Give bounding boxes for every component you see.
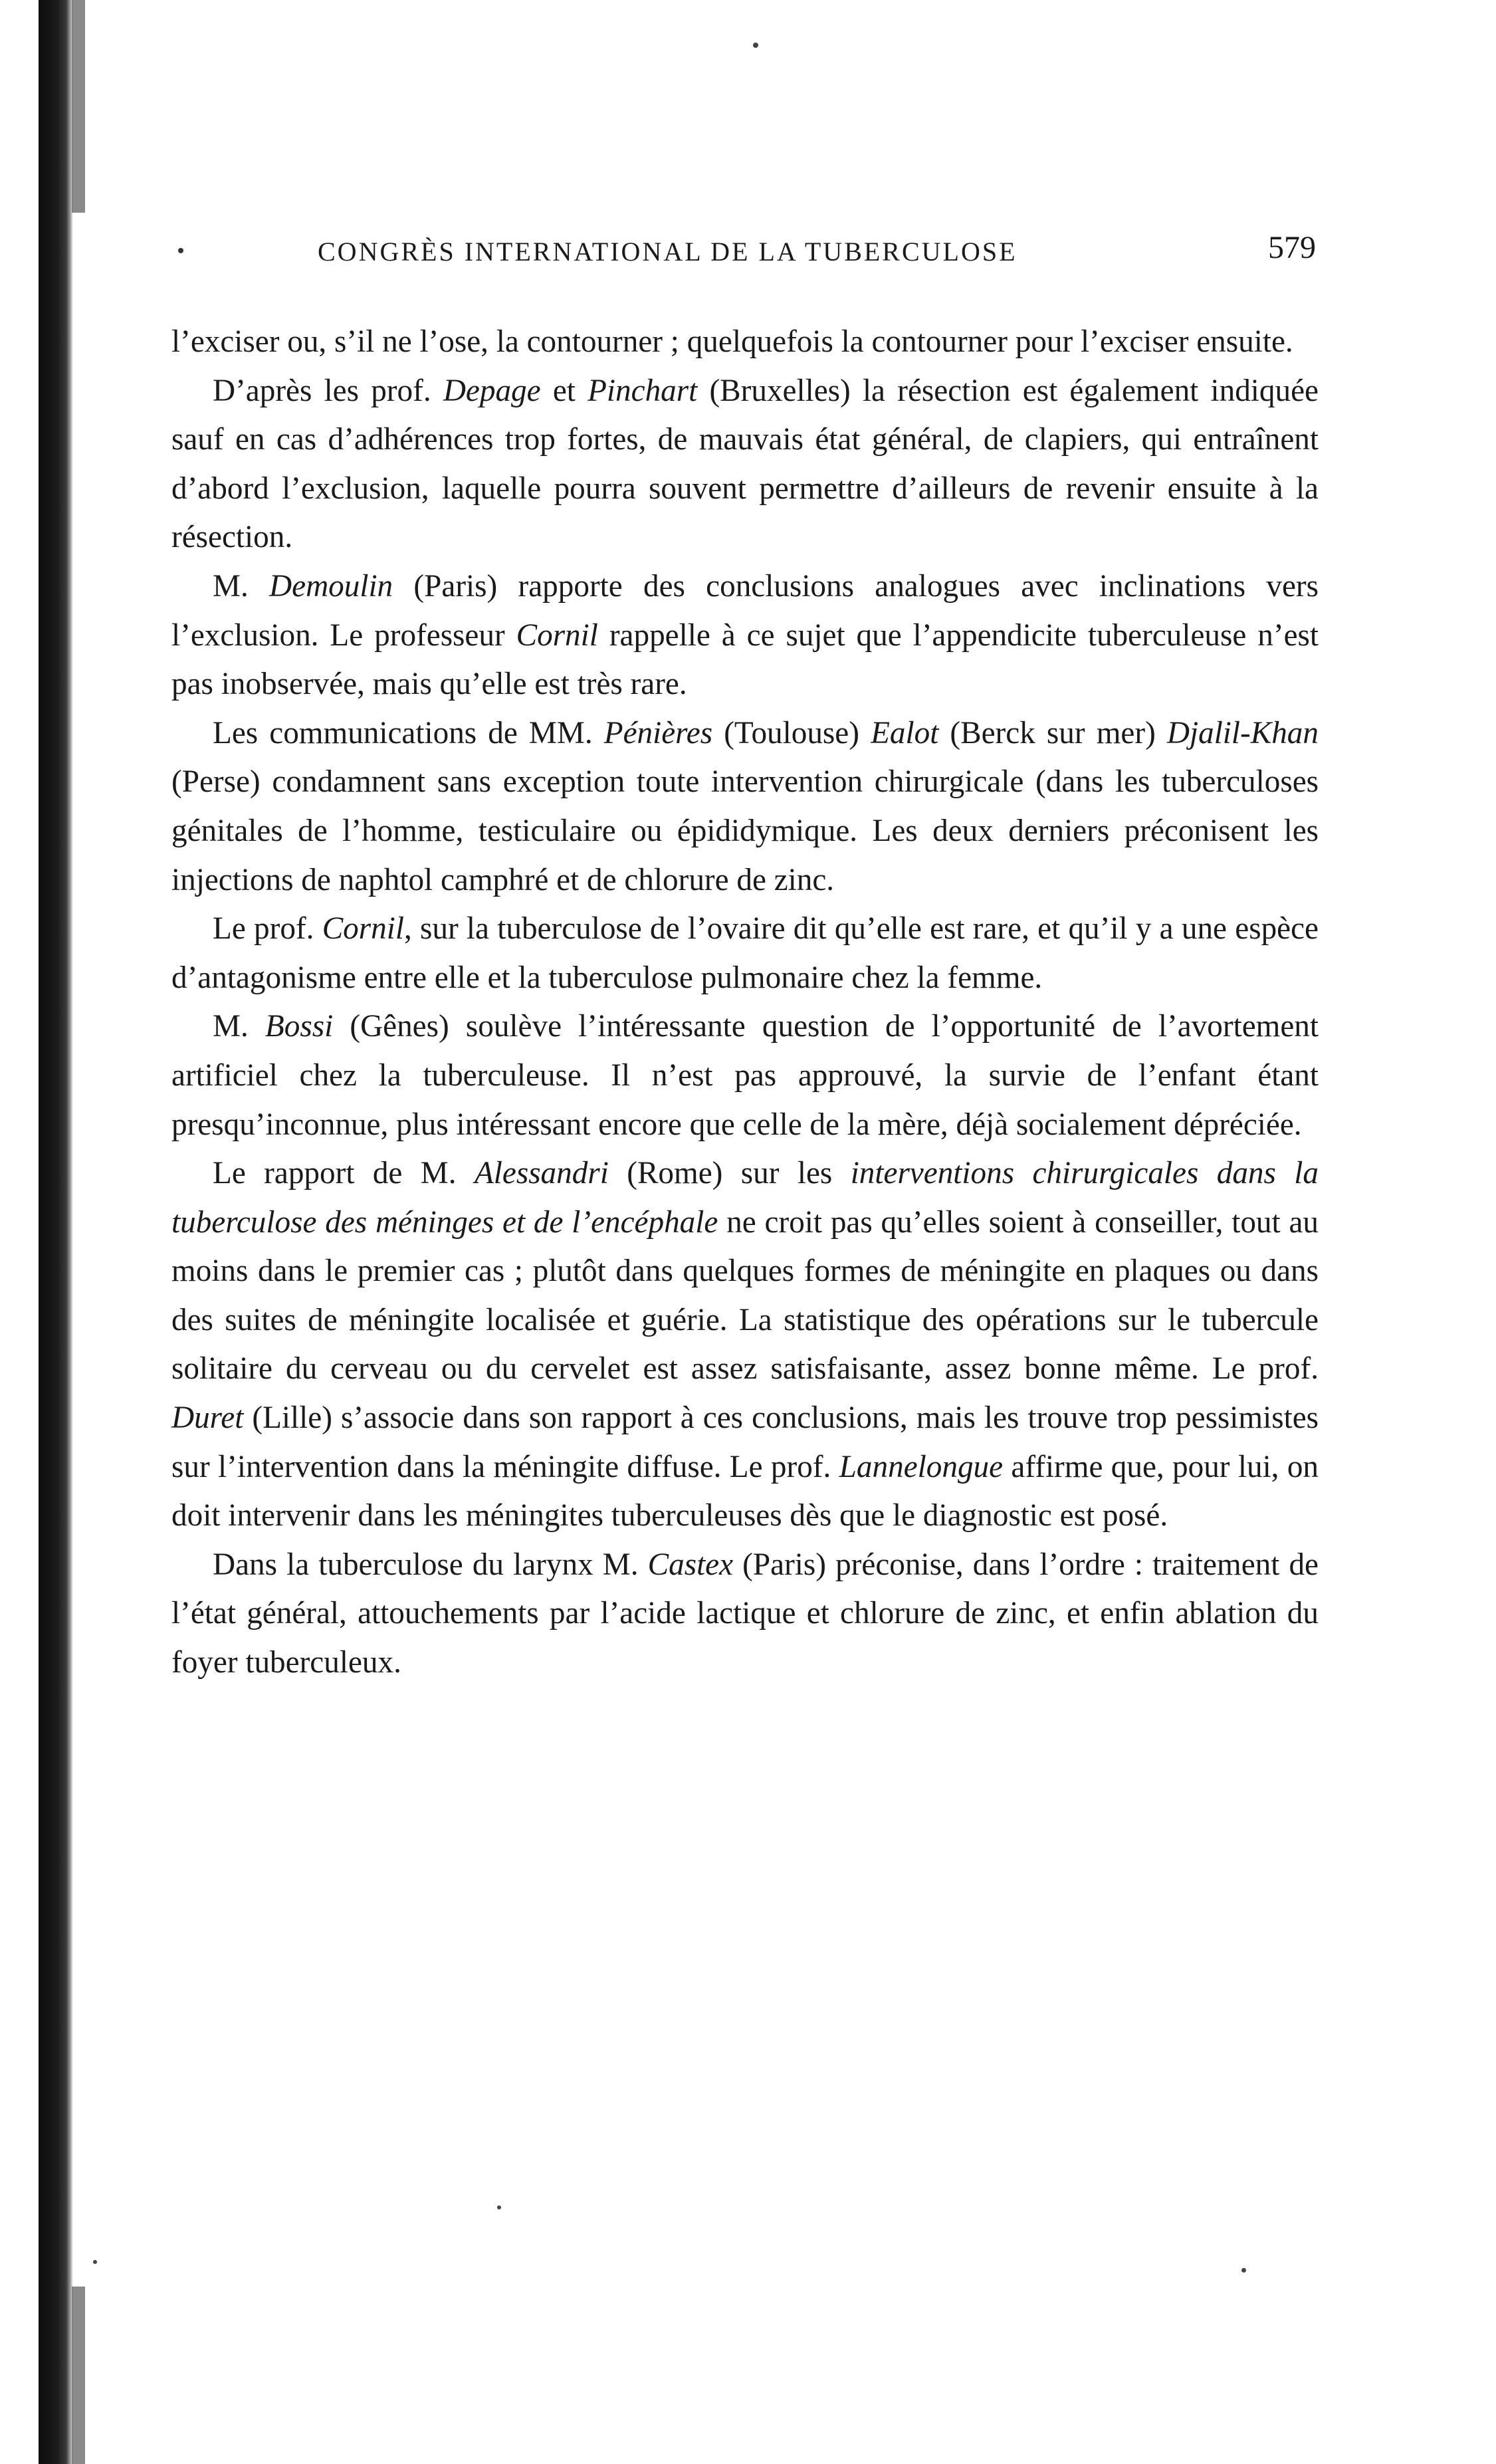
paragraph <box>171 905 1319 1002</box>
text-run: ne croit pas qu’elles soient à conseiller, tout au moins dans le premier cas ; plutôt dans quelques formes de méningite en plaques ou dans des suites de méningite localisée et guérie. La statistique des opérations sur le tubercule solitaire du cerveau ou du cervelet est assez satisfaisante, assez bonne même. Le prof. <box>171 1204 1319 1387</box>
spine-edge-bottom <box>72 2287 85 2464</box>
page-header <box>178 229 1316 276</box>
text-run: (Perse) condamnent sans exception toute intervention chirurgicale (dans les tuberculoses génitales de l’homme, testiculaire ou épididymique. Les deux derniers préconisent les injections de naphtol camphré et de chlorure de zinc. <box>171 764 1319 897</box>
text-run: (Lille) s’associe dans son rapport à ces conclusions, mais les trouve trop pessimistes sur l’intervention dans la méningite diffuse. Le prof. <box>171 1400 1319 1484</box>
paragraph <box>171 1149 1319 1541</box>
text-run: M. <box>213 1009 265 1044</box>
text-run: M. <box>213 568 270 604</box>
text-run: Le prof. <box>213 911 322 947</box>
book-spine-shadow <box>39 0 73 2464</box>
paragraph <box>171 318 1319 367</box>
text-run: (Paris) rapporte des conclusions analogues avec inclinations vers l’exclusion. Le professeur <box>171 568 1319 653</box>
print-speck <box>93 2260 97 2264</box>
text-run: (Gênes) soulève l’intéressante question de l’opportunité de l’avortement artificiel chez la tuberculeuse. Il n’est pas approuvé, la survie de l’enfant étant presqu’inconnue, plus intéressant encore que celle de la mère, déjà socialement dépréciée. <box>171 1009 1319 1142</box>
page-number: 579 <box>1268 230 1316 265</box>
italic-text: Ealot <box>871 715 939 750</box>
text-run: affirme que, pour lui, on doit intervenir dans les méningites tuberculeuses dès que le diagnostic est posé. <box>171 1449 1319 1533</box>
text-run: rappelle à ce sujet que l’appendicite tuberculeuse n’est pas inobservée, mais qu’elle est très rare. <box>171 617 1319 702</box>
italic-text: Castex <box>647 1547 734 1582</box>
print-speck <box>497 2205 501 2209</box>
print-speck <box>753 43 758 48</box>
italic-text: Cornil <box>516 617 598 653</box>
paragraph <box>171 1541 1319 1688</box>
italic-text: Cornil <box>322 911 404 947</box>
text-run: (Rome) sur les <box>608 1156 851 1191</box>
italic-text: interventions chirurgicales dans la tuberculose des méninges et de l’encéphale <box>171 1156 1319 1240</box>
text-run: Les communications de MM. <box>213 715 604 750</box>
italic-text: Lannelongue <box>839 1449 1004 1484</box>
italic-text: Pinchart <box>588 373 698 408</box>
print-speck <box>1241 2268 1246 2273</box>
paragraph <box>171 562 1319 709</box>
paragraph <box>171 709 1319 905</box>
italic-text: Pénières <box>603 715 713 750</box>
italic-text: Duret <box>171 1400 244 1436</box>
paragraph <box>171 1002 1319 1149</box>
text-run: D’après les prof. <box>213 373 443 408</box>
text-run: Dans la tuberculose du larynx M. <box>213 1547 648 1582</box>
text-run: (Toulouse) <box>712 715 871 750</box>
text-run: (Paris) préconise, dans l’ordre : traitement de l’état général, attouchements par l’acide lactique et chlorure de zinc, et enfin ablation du foyer tuberculeux. <box>171 1547 1319 1680</box>
spine-edge-top <box>72 0 85 213</box>
text-run: l’exciser ou, s’il ne l’ose, la contourner ; quelquefois la contourner pour l’exciser ensuite. <box>171 324 1293 359</box>
italic-text: Djalil-Khan <box>1166 715 1319 750</box>
italic-text: Depage <box>443 373 541 408</box>
italic-text: Bossi <box>265 1009 334 1044</box>
italic-text: Alessandri <box>474 1156 609 1191</box>
text-run: et <box>540 373 588 408</box>
paragraph <box>171 367 1319 562</box>
text-run: Le rapport de M. <box>213 1156 475 1191</box>
text-run: (Bruxelles) la résection est également indiquée sauf en cas d’adhérences trop fortes, de mauvais état général, de clapiers, qui entraînent d’abord l’exclusion, laquelle pourra souvent permettre d’ailleurs de revenir ensuite à la résection. <box>171 373 1319 555</box>
text-run: , sur la tuberculose de l’ovaire dit qu’elle est rare, et qu’il y a une espèce d’antagonisme entre elle et la tuberculose pulmonaire chez la femme. <box>171 911 1319 995</box>
header-mark <box>178 248 183 253</box>
text-run: (Berck sur mer) <box>938 715 1167 750</box>
italic-text: Demoulin <box>269 568 393 604</box>
body-text <box>171 318 1319 1688</box>
running-title: CONGRÈS INTERNATIONAL DE LA TUBERCULOSE <box>318 237 1017 267</box>
